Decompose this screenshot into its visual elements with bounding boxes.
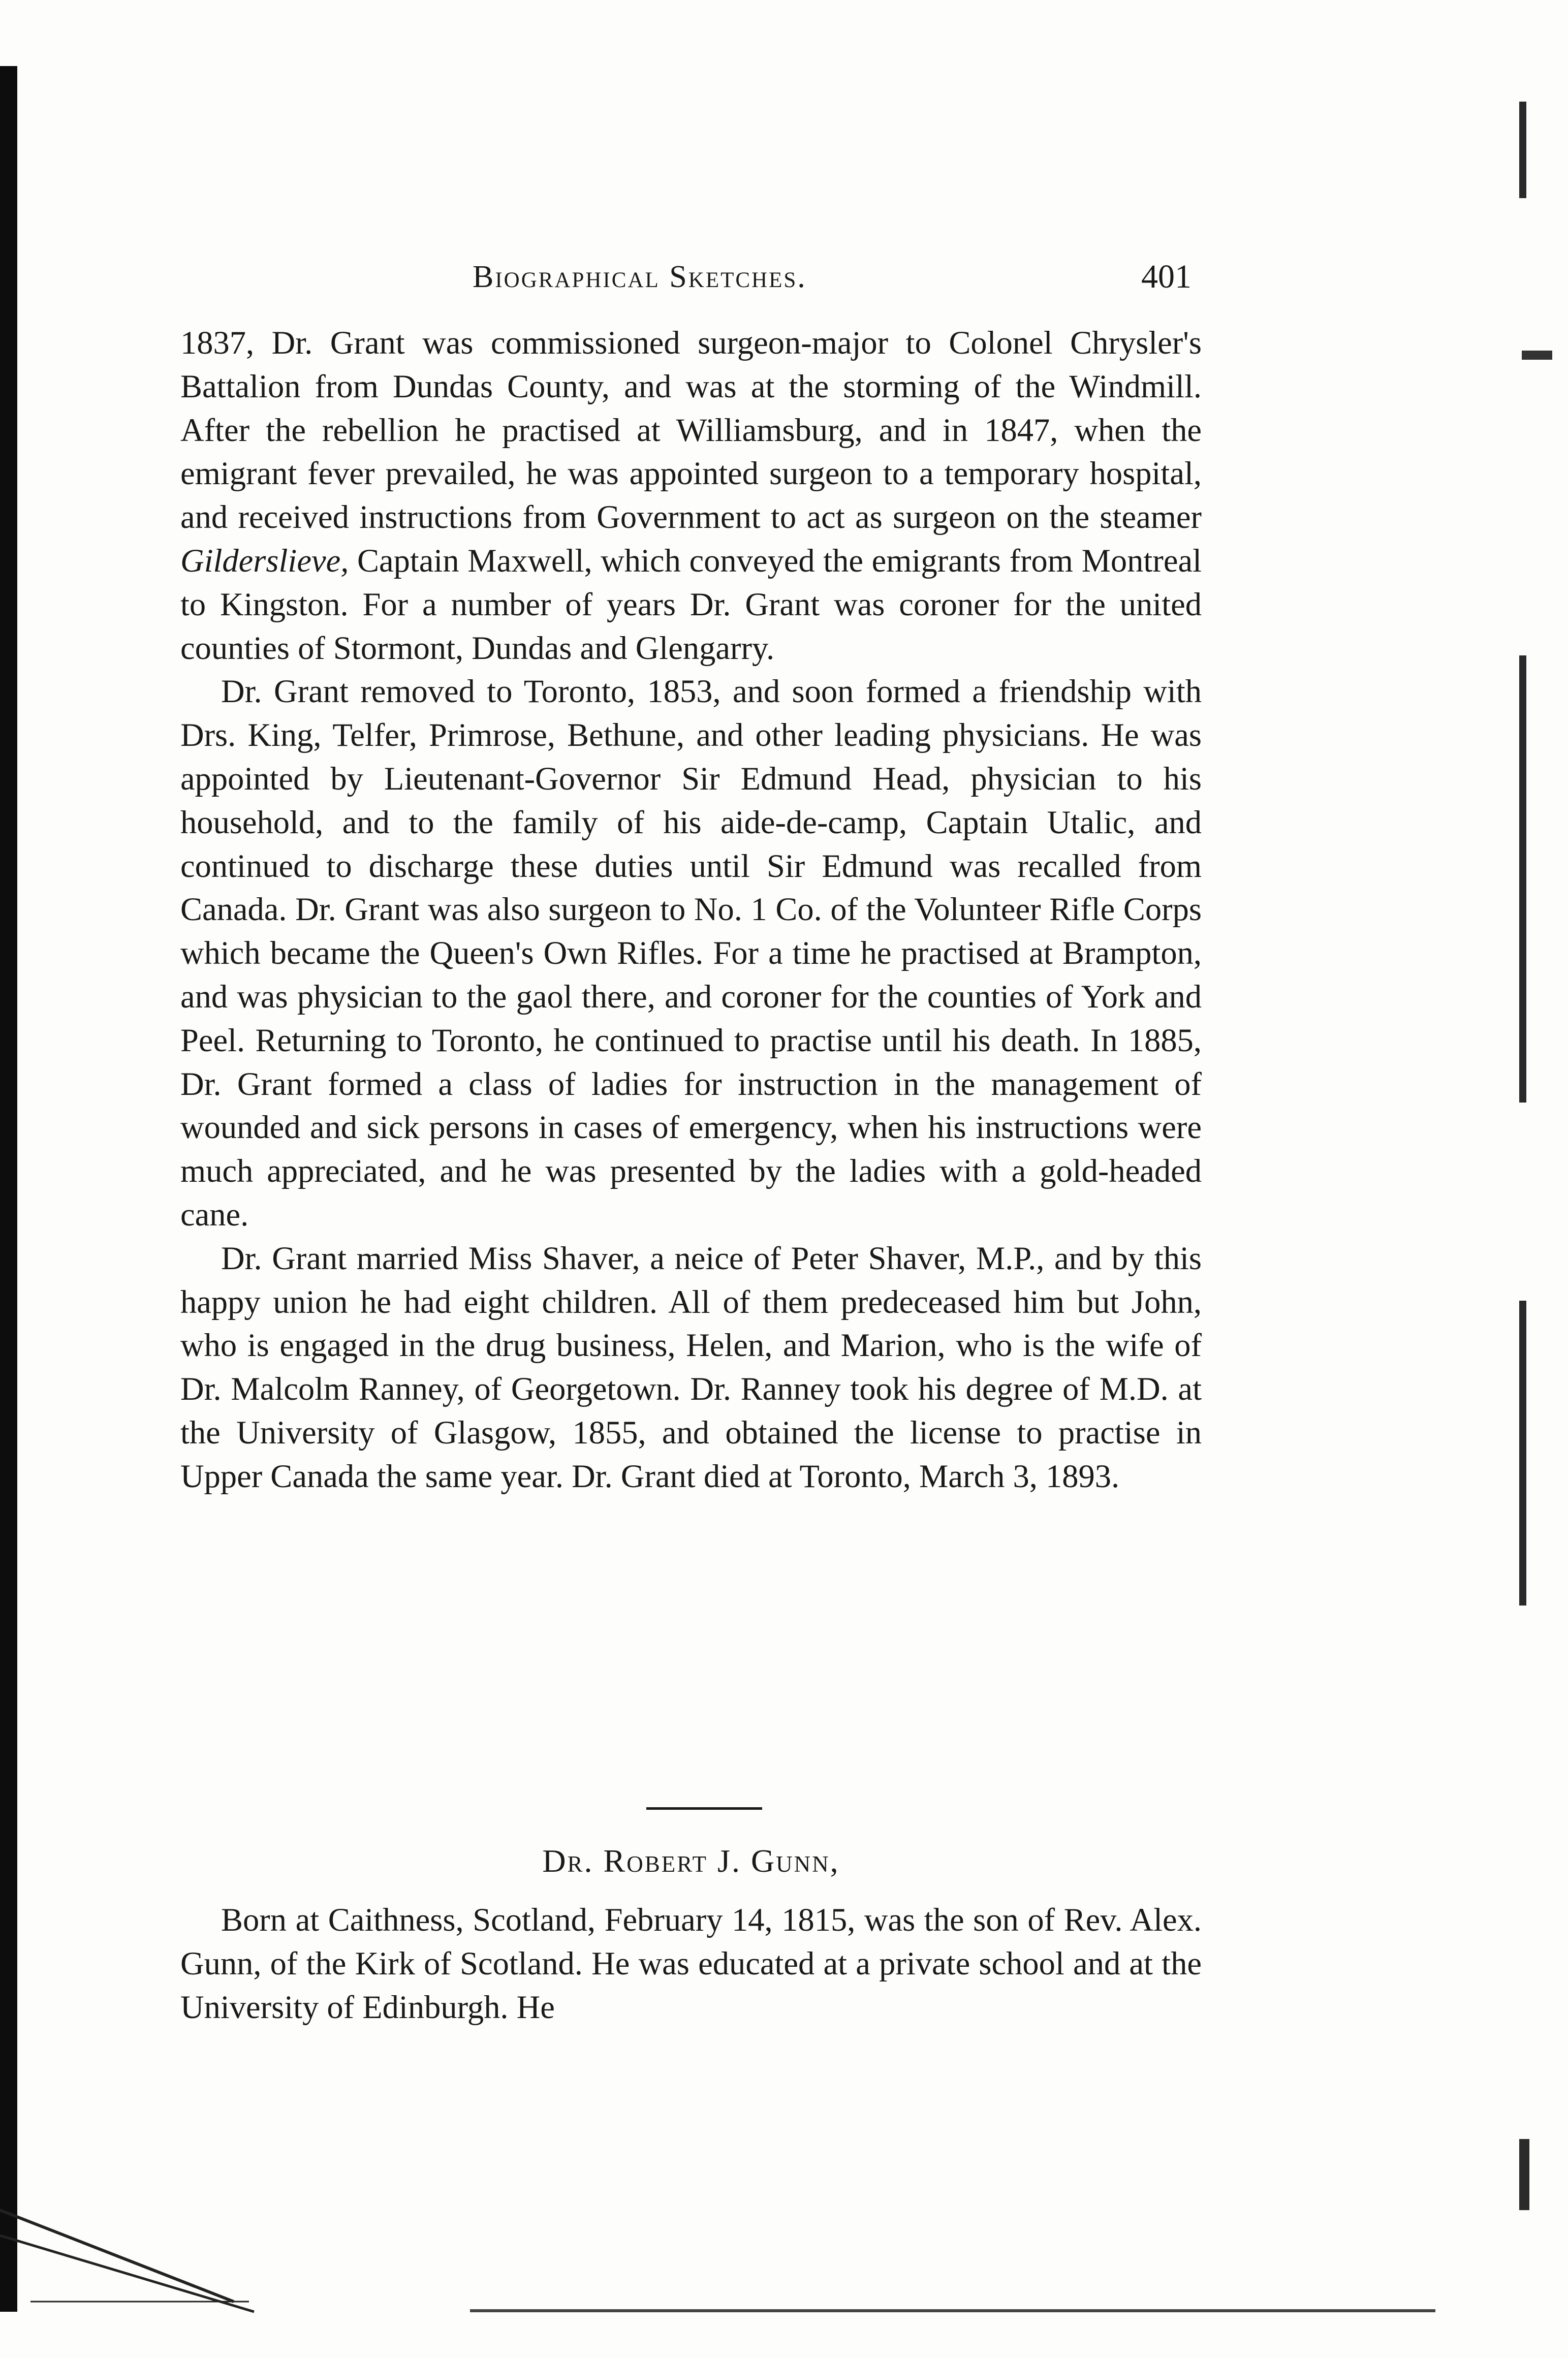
page-number: 401 bbox=[1141, 258, 1191, 295]
scan-speck bbox=[1522, 351, 1552, 360]
scan-edge-shadow bbox=[0, 66, 17, 2312]
paragraph-text: Captain Maxwell, which conveyed the emigrants from Montreal to Kingston. For a number of years Dr. Grant was coroner for the united counties of Stormont, Dundas and Glengarry. bbox=[180, 542, 1202, 666]
section-divider bbox=[646, 1807, 762, 1810]
running-header bbox=[180, 254, 1202, 300]
scan-bottom-line bbox=[470, 2309, 1435, 2312]
biography-body bbox=[180, 321, 1202, 1498]
scan-edge-mark bbox=[1519, 655, 1526, 1103]
paragraph: Dr. Grant removed to Toronto, 1853, and soon formed a friendship with Drs. King, Telfer, Primrose, Bethune, and other leading physicians. He was appointed by Lieutenant-Governor Sir Edmund Head, physician to his household, and to the family of his aide-de-camp, Captain Utalic, and continued to discharge these duties until Sir Edmund was recalled from Canada. Dr. Grant was also surgeon to No. 1 Co. of the Volunteer Rifle Corps which became the Queen's Own Rifles. For a time he practised at Brampton, and was physician to the gaol there, and coroner for the counties of York and Peel. Returning to Toronto, he continued to practise until his death. In 1885, Dr. Grant formed a class of ladies for instruction in the management of wounded and sick persons in cases of emergency, when his instructions were much appreciated, and he was presented by the ladies with a gold-headed cane. bbox=[180, 673, 1202, 1233]
biography-body-next bbox=[180, 1898, 1202, 2029]
paragraph bbox=[180, 321, 1202, 670]
running-title: Biographical Sketches. bbox=[473, 260, 807, 294]
scan-edge-mark bbox=[1519, 1301, 1526, 1606]
paragraph: Born at Caithness, Scotland, February 14, 1815, was the son of Rev. Alex. Gunn, of the Kirk of Scotland. He was educated at a private school and at the University of Edinburgh. He bbox=[180, 1902, 1202, 2025]
paragraph-text: 1837, Dr. Grant was commissioned surgeon-major to Colonel Chrysler's Battalion from Dundas County, and was at the storming of the Windmill. After the rebellion he practised at Williamsburg, and in 1847, when the emigrant fever prevailed, he was appointed surgeon to a temporary hospital, and received instructions from Government to act as surgeon on the steamer bbox=[180, 325, 1202, 536]
paragraph: Dr. Grant married Miss Shaver, a neice of Peter Shaver, M.P., and by this happy union he had eight children. All of them predeceased him but John, who is engaged in the drug business, Helen, and Marion, who is the wife of Dr. Malcolm Ranney, of Georgetown. Dr. Ranney took his degree of M.D. at the University of Glasgow, 1855, and obtained the license to practise in Upper Canada the same year. Dr. Grant died at Toronto, March 3, 1893. bbox=[180, 1240, 1202, 1494]
scan-corner-lines bbox=[0, 2200, 264, 2359]
scan-edge-mark bbox=[1519, 102, 1526, 198]
ship-name: Gilderslieve, bbox=[180, 542, 349, 579]
scan-edge-mark bbox=[1519, 2139, 1529, 2210]
section-heading: Dr. Robert J. Gunn, bbox=[542, 1843, 840, 1879]
